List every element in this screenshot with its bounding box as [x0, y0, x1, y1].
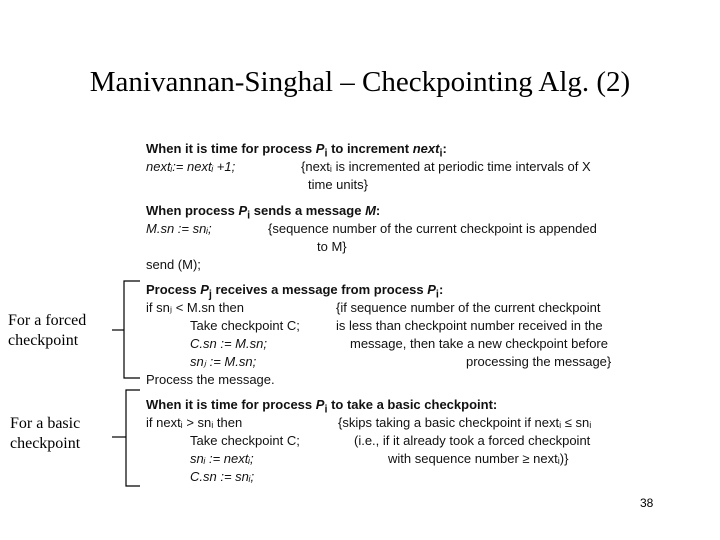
heading-sub: i — [247, 209, 251, 222]
heading-var: P — [238, 203, 248, 218]
heading-var: next — [412, 141, 440, 156]
receive-comment-line: is less than checkpoint number received in the — [336, 318, 603, 333]
label-line: checkpoint — [10, 435, 81, 452]
send-comment-line: to M} — [317, 239, 347, 254]
receive-comment-line: {if sequence number of the current checkpoint — [336, 300, 601, 315]
basic-code-line: if nextᵢ > snᵢ then — [146, 415, 243, 430]
heading-text: receives a message from process — [211, 282, 428, 297]
basic-comment-line: with sequence number ≥ nextᵢ)} — [388, 451, 569, 466]
basic-comment-line: {skips taking a basic checkpoint if nextᵢ ≤ snᵢ — [338, 415, 592, 430]
heading-sub: i — [324, 147, 328, 160]
receive-code-line: snⱼ := M.sn; — [190, 354, 257, 369]
basic-bracket — [126, 390, 140, 486]
heading-text: : — [438, 282, 444, 297]
heading-var: P — [200, 282, 209, 297]
heading-text: : — [375, 203, 381, 218]
forced-bracket — [124, 281, 140, 378]
heading-text: When it is time for process — [146, 141, 316, 156]
heading-text: to increment — [327, 141, 413, 156]
receive-code-line: Process the message. — [146, 372, 275, 387]
heading-text: When it is time for process — [146, 397, 316, 412]
send-statement: send (M); — [146, 257, 201, 272]
slide-title: Manivannan-Singhal – Checkpointing Alg. (2) — [89, 66, 631, 98]
heading-sub: i — [324, 403, 328, 416]
basic-code-line: snᵢ := nextᵢ; — [190, 451, 254, 466]
receive-code-line: if snⱼ < M.sn then — [146, 300, 245, 315]
label-line: checkpoint — [8, 332, 79, 349]
receive-code-line: C.sn := M.sn; — [190, 336, 267, 351]
heading-sub: j — [208, 288, 212, 301]
basic-code-line: C.sn := snᵢ; — [190, 469, 255, 484]
page-number: 38 — [640, 496, 654, 510]
heading-sub: i — [439, 147, 443, 160]
send-comment-line: {sequence number of the current checkpoint is appended — [268, 221, 597, 236]
increment-comment-line: {nextᵢ is incremented at periodic time intervals of X — [301, 159, 591, 174]
heading-text: sends a message — [250, 203, 366, 218]
receive-code-line: Take checkpoint C; — [190, 318, 300, 333]
basic-code-line: Take checkpoint C; — [190, 433, 300, 448]
heading-text: When process — [146, 203, 239, 218]
heading-text: Process — [146, 282, 201, 297]
receive-comment-line: message, then take a new checkpoint before — [350, 336, 608, 351]
label-line: For a forced — [8, 312, 87, 329]
heading-sub: i — [435, 288, 439, 301]
basic-comment-line: (i.e., if it already took a forced checkpoint — [354, 433, 591, 448]
receive-comment-line: processing the message} — [466, 354, 612, 369]
send-code: M.sn := snᵢ; — [146, 221, 212, 236]
heading-var: P — [315, 397, 325, 412]
heading-text: : — [442, 141, 447, 156]
heading-var: P — [315, 141, 325, 156]
increment-code: nextᵢ:= nextᵢ +1; — [146, 159, 236, 174]
label-line: For a basic — [10, 415, 81, 432]
heading-var: M — [365, 203, 376, 218]
increment-comment-line: time units} — [308, 177, 368, 192]
heading-var: P — [427, 282, 436, 297]
heading-text: to take a basic checkpoint: — [327, 397, 498, 412]
